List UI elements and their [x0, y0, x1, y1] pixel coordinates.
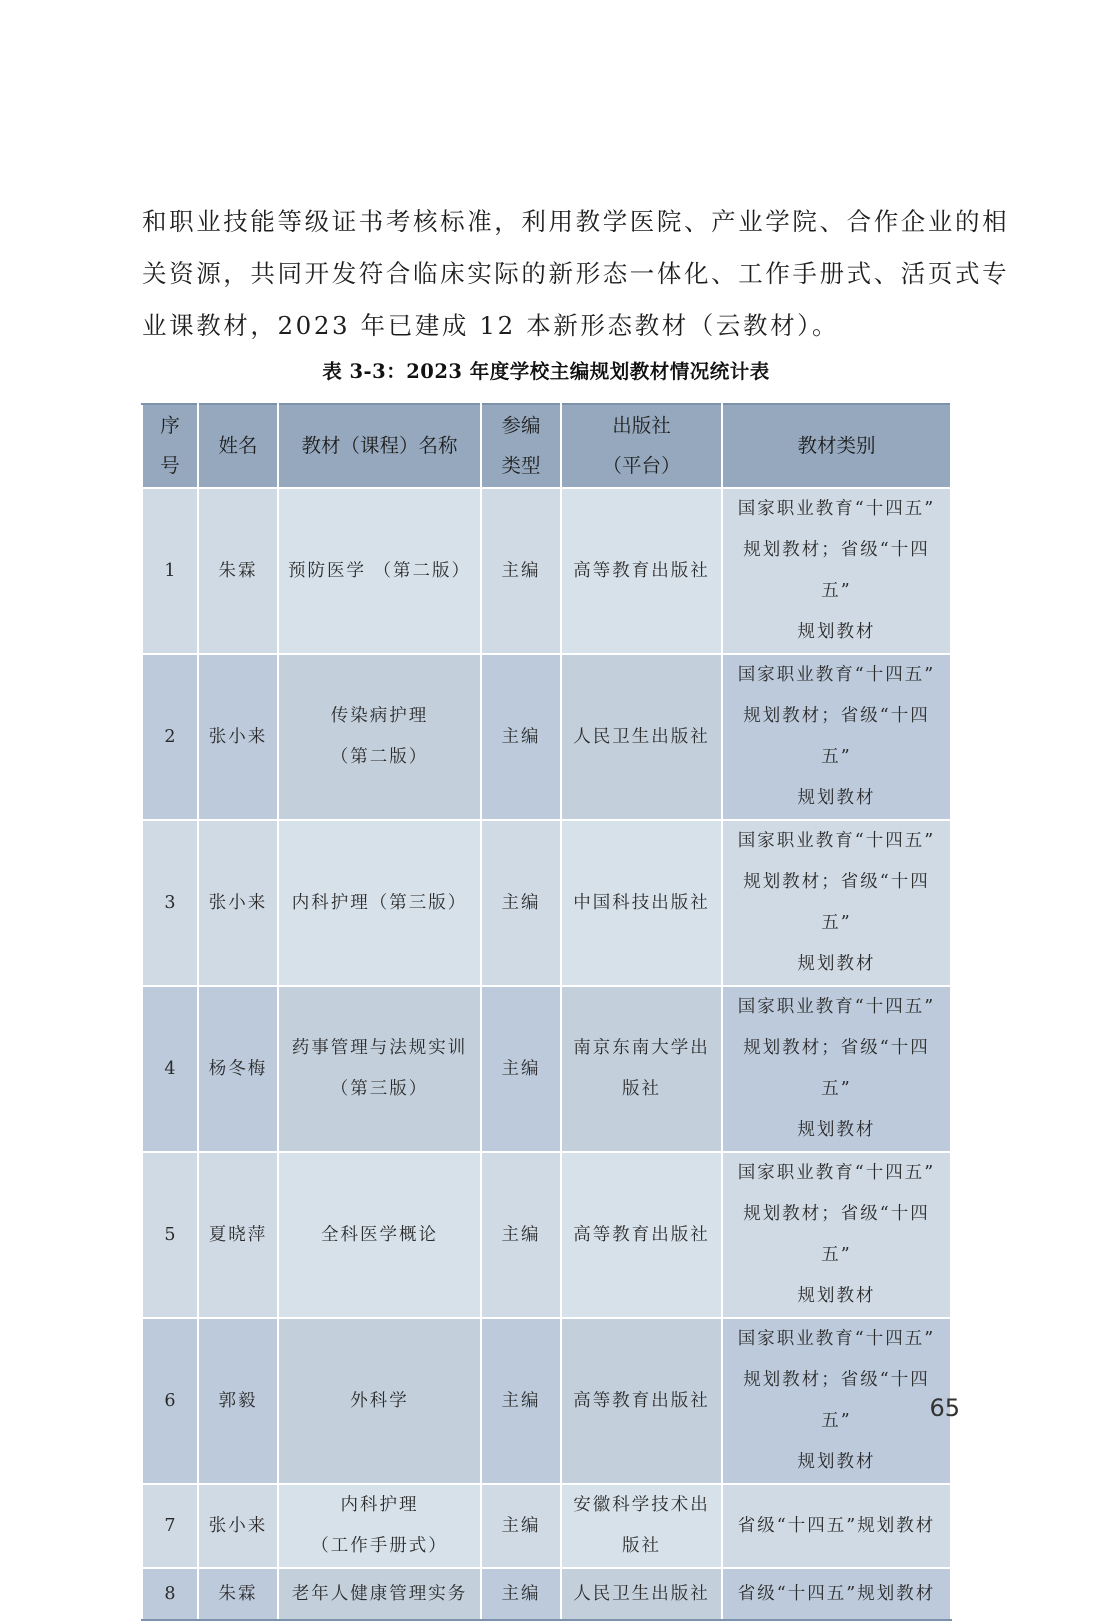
- cell-serial-number: 8: [142, 1568, 198, 1620]
- header-publisher: 出版社 （平台）: [561, 404, 722, 488]
- header-textbook-category: 教材类别: [722, 404, 951, 488]
- cell-role: 主编: [481, 654, 561, 820]
- table-row: [142, 488, 951, 654]
- cell-publisher: 高等教育出版社: [561, 1152, 722, 1318]
- cell-name: 张小来: [198, 1484, 278, 1568]
- textbook-stats-table: [141, 403, 952, 1621]
- header-textbook-title: 教材（课程）名称: [278, 404, 481, 488]
- cell-textbook-title: 老年人健康管理实务: [278, 1568, 481, 1620]
- cell-role: 主编: [481, 820, 561, 986]
- table-caption: 表 3-3：2023 年度学校主编规划教材情况统计表: [322, 360, 770, 383]
- cell-role: 主编: [481, 1568, 561, 1620]
- cell-publisher: 南京东南大学出 版社: [561, 986, 722, 1152]
- cell-serial-number: 6: [142, 1318, 198, 1484]
- cell-category: 国家职业教育“十四五” 规划教材；省级“十四五” 规划教材: [722, 1152, 951, 1318]
- cell-role: 主编: [481, 1318, 561, 1484]
- cell-publisher: 人民卫生出版社: [561, 654, 722, 820]
- cell-textbook-title: 全科医学概论: [278, 1152, 481, 1318]
- cell-category: 国家职业教育“十四五” 规划教材；省级“十四五” 规划教材: [722, 986, 951, 1152]
- cell-category: 省级“十四五”规划教材: [722, 1568, 951, 1620]
- header-serial-number: 序 号: [142, 404, 198, 488]
- cell-role: 主编: [481, 488, 561, 654]
- cell-name: 杨冬梅: [198, 986, 278, 1152]
- table-row: [142, 1484, 951, 1568]
- header-name: 姓名: [198, 404, 278, 488]
- cell-publisher: 高等教育出版社: [561, 1318, 722, 1484]
- cell-publisher: 高等教育出版社: [561, 488, 722, 654]
- cell-publisher: 安徽科学技术出 版社: [561, 1484, 722, 1568]
- table-row: [142, 1318, 951, 1484]
- cell-category: 国家职业教育“十四五” 规划教材；省级“十四五” 规划教材: [722, 488, 951, 654]
- intro-paragraph: [142, 196, 1010, 352]
- intro-line: 业课教材，2023 年已建成 12 本新形态教材（云教材）。: [142, 311, 840, 340]
- table-row: [142, 820, 951, 986]
- cell-role: 主编: [481, 1484, 561, 1568]
- cell-textbook-title: 预防医学 （第二版）: [278, 488, 481, 654]
- header-role-type: 参编 类型: [481, 404, 561, 488]
- cell-publisher: 人民卫生出版社: [561, 1568, 722, 1620]
- page-number: 65: [929, 1394, 960, 1422]
- cell-category: 国家职业教育“十四五” 规划教材；省级“十四五” 规划教材: [722, 820, 951, 986]
- cell-textbook-title: 药事管理与法规实训 （第三版）: [278, 986, 481, 1152]
- cell-serial-number: 2: [142, 654, 198, 820]
- table-row: [142, 1152, 951, 1318]
- intro-line: 关资源，共同开发符合临床实际的新形态一体化、工作手册式、活页式专: [142, 259, 1010, 288]
- cell-textbook-title: 外科学: [278, 1318, 481, 1484]
- cell-textbook-title: 传染病护理 （第二版）: [278, 654, 481, 820]
- cell-textbook-title: 内科护理（第三版）: [278, 820, 481, 986]
- cell-category: 国家职业教育“十四五” 规划教材；省级“十四五” 规划教材: [722, 654, 951, 820]
- cell-category: 省级“十四五”规划教材: [722, 1484, 951, 1568]
- cell-name: 郭毅: [198, 1318, 278, 1484]
- cell-serial-number: 7: [142, 1484, 198, 1568]
- cell-role: 主编: [481, 986, 561, 1152]
- cell-name: 朱霖: [198, 488, 278, 654]
- cell-name: 张小来: [198, 654, 278, 820]
- cell-serial-number: 4: [142, 986, 198, 1152]
- table-header-row: [142, 404, 951, 488]
- cell-serial-number: 1: [142, 488, 198, 654]
- cell-serial-number: 5: [142, 1152, 198, 1318]
- cell-name: 朱霖: [198, 1568, 278, 1620]
- intro-line: 和职业技能等级证书考核标准，利用教学医院、产业学院、合作企业的相: [142, 207, 1010, 236]
- cell-role: 主编: [481, 1152, 561, 1318]
- cell-serial-number: 3: [142, 820, 198, 986]
- cell-category: 国家职业教育“十四五” 规划教材；省级“十四五” 规划教材: [722, 1318, 951, 1484]
- cell-textbook-title: 内科护理 （工作手册式）: [278, 1484, 481, 1568]
- table-row: [142, 654, 951, 820]
- cell-publisher: 中国科技出版社: [561, 820, 722, 986]
- cell-name: 张小来: [198, 820, 278, 986]
- table-row: [142, 1568, 951, 1620]
- table-row: [142, 986, 951, 1152]
- cell-name: 夏晓萍: [198, 1152, 278, 1318]
